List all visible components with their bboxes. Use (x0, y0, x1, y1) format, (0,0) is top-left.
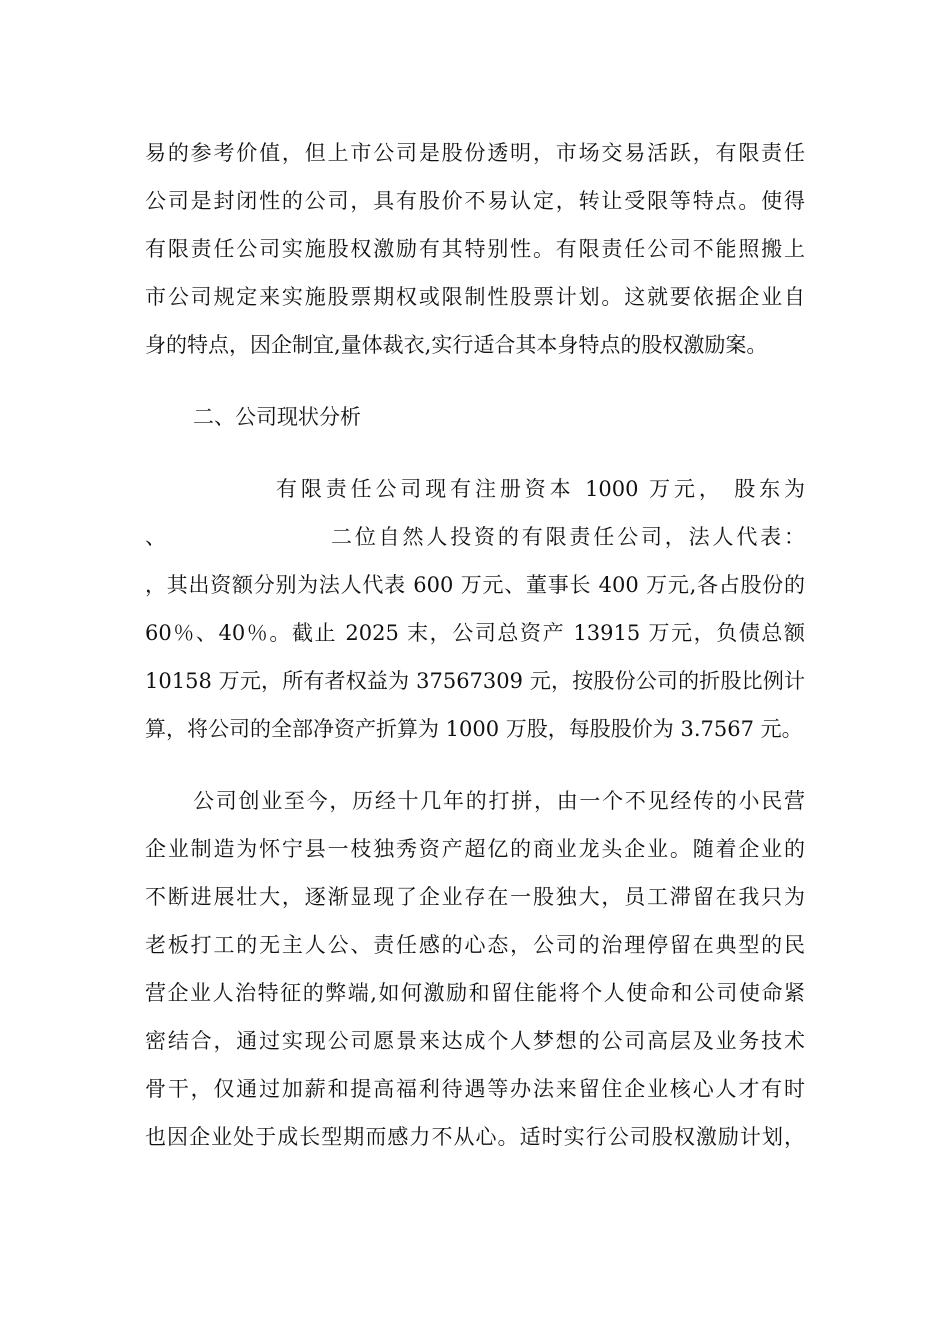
paragraph-2-line-3: ，其出资额分别为法人代表 600 万元、董事长 400 万元,各占股份的 (145, 573, 805, 597)
paragraph-3-line-5: 营企业人治特征的弊端,如何激励和留住能将个人使命和公司使命紧 (145, 981, 805, 1005)
paragraph-3-line-6: 密结合，通过实现公司愿景来达成个人梦想的公司高层及业务技术 (145, 1029, 805, 1053)
paragraph-1-line-2: 公司是封闭性的公司，具有股价不易认定，转让受限等特点。使得 (145, 189, 805, 213)
paragraph-1-line-1: 易的参考价值，但上市公司是股份透明，市场交易活跃，有限责任 (145, 141, 805, 165)
paragraph-2-line-2: 二位自然人投资的有限责任公司，法人代表： (331, 525, 805, 549)
paragraph-2-line-4: 60％、40％。截止 2025 末，公司总资产 13915 万元，负债总额 (145, 621, 805, 645)
paragraph-3-line-8: 也因企业处于成长型期而感力不从心。适时实行公司股权激励计划， (145, 1125, 805, 1149)
paragraph-1-line-3: 有限责任公司实施股权激励有其特别性。有限责任公司不能照搬上 (145, 237, 805, 261)
paragraph-2-line-5: 10158 万元，所有者权益为 37567309 元，按股份公司的折股比例计 (145, 669, 805, 693)
paragraph-3-line-1: 公司创业至今，历经十几年的打拼，由一个不见经传的小民营 (193, 789, 805, 813)
paragraph-3-line-3: 不断进展壮大，逐渐显现了企业存在一股独大，员工滞留在我只为 (145, 885, 805, 909)
paragraph-3-line-2: 企业制造为怀宁县一枝独秀资产超亿的商业龙头企业。随着企业的 (145, 837, 805, 861)
paragraph-1-line-5: 身的特点，因企制宜,量体裁衣,实行适合其本身特点的股权激励案。 (145, 333, 768, 357)
paragraph-2-line-2-prefix: 、 (145, 525, 166, 549)
paragraph-3-line-7: 骨干，仅通过加薪和提高福利待遇等办法来留住企业核心人才有时 (145, 1077, 805, 1101)
paragraph-2-line-6: 算，将公司的全部净资产折算为 1000 万股，每股股价为 3.7567 元。 (145, 717, 803, 741)
section-heading: 二、公司现状分析 (193, 405, 361, 429)
paragraph-3-line-4: 老板打工的无主人公、责任感的心态，公司的治理停留在典型的民 (145, 933, 805, 957)
paragraph-1-line-4: 市公司规定来实施股票期权或限制性股票计划。这就要依据企业自 (145, 285, 805, 309)
paragraph-2-line-1: 有限责任公司现有注册资本 1000 万元， 股东为 (276, 477, 805, 501)
